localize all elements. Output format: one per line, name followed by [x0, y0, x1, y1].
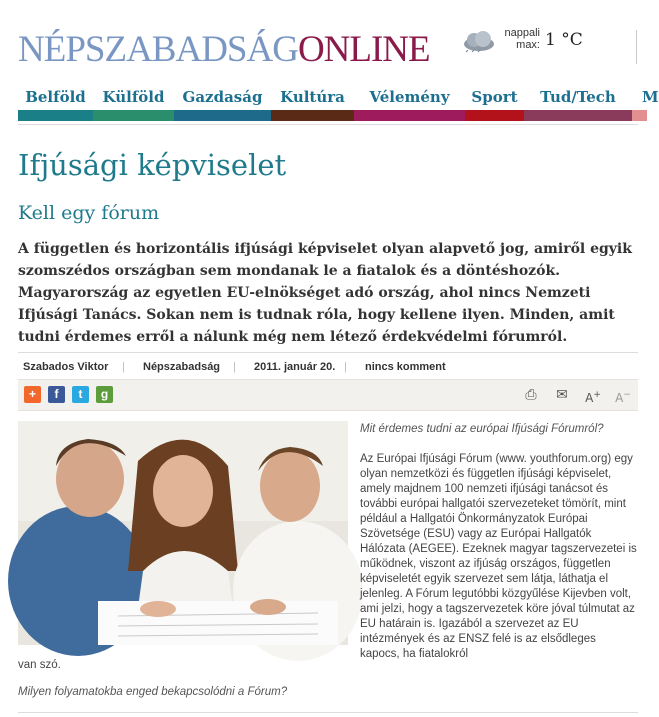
nav-label: Sport	[471, 88, 518, 106]
article-title: Ifjúsági képviselet	[18, 148, 287, 182]
article-toolbar	[18, 379, 638, 411]
nav-color-bar	[93, 110, 174, 121]
site-logo[interactable]	[18, 30, 430, 70]
facebook-icon[interactable]: f	[48, 386, 65, 403]
nav-label: Kultúra	[280, 88, 345, 106]
nav-label: Belföld	[25, 88, 86, 106]
nav-color-bar	[174, 110, 271, 121]
article-date: 2011. január 20.	[254, 361, 336, 373]
nav-label: M	[642, 88, 659, 106]
addthis-icon[interactable]: +	[24, 386, 41, 403]
logo-part1: NÉPSZABADSÁG	[18, 29, 298, 70]
nav-label: Külföld	[102, 88, 165, 106]
nav-label: Gazdaság	[182, 88, 263, 106]
nav-color-bar	[354, 110, 465, 121]
body-continuation: van szó.	[18, 659, 61, 671]
article-photo	[18, 421, 348, 645]
google-icon[interactable]: g	[96, 386, 113, 403]
question-heading: Mit érdemes tudni az európai Ifjúsági Fórumról?	[360, 423, 604, 435]
font-decrease-icon[interactable]: A−	[615, 390, 631, 405]
nav-label: Vélemény	[369, 88, 450, 106]
comments-link[interactable]: nincs komment	[365, 361, 446, 373]
nav-divider	[18, 124, 638, 125]
print-icon[interactable]: ⎙	[525, 387, 537, 403]
logo-part2: ONLINE	[297, 29, 430, 70]
weather-label	[502, 27, 540, 51]
main-nav	[18, 86, 659, 121]
email-icon[interactable]: ✉	[556, 387, 568, 403]
weather-label-line1: nappali	[504, 27, 540, 39]
weather-label-line2: max:	[516, 39, 540, 51]
question-heading: Milyen folyamatokba enged bekapcsolódni a Fórum?	[18, 686, 288, 698]
nav-color-bar	[271, 110, 354, 121]
nav-item-velemeny[interactable]	[354, 86, 465, 121]
nav-color-bar	[465, 110, 524, 121]
nav-item-belfold[interactable]	[18, 86, 93, 121]
nav-item-tudtech[interactable]	[524, 86, 632, 121]
article-lead: A független és horizontális ifjúsági képviselet olyan alapvető jog, amiről egyik szomszédos országban sem mondanak le a fiatalok és a döntéshozók. Magyarország az egyetlen EU-elnökséget adó ország, ahol nincs Nemzeti Ifjúsági Tanács. Sokan nem is tudnak róla, hogy kellene ilyen. Minden, amit tudni érdemes erről a nálunk még nem létező érdekvédelmi fórumról.	[18, 241, 632, 345]
cloud-icon	[462, 30, 496, 52]
weather-temp: 1 °C	[545, 30, 583, 50]
nav-color-bar	[632, 110, 647, 121]
header-divider	[636, 30, 637, 64]
nav-item-gazdasag[interactable]	[174, 86, 271, 121]
author-link[interactable]: Szabados Viktor	[23, 361, 109, 373]
meta-separator: |	[122, 361, 125, 373]
meta-separator: |	[344, 361, 347, 373]
bottom-divider	[18, 712, 638, 713]
nav-item-kulfold[interactable]	[93, 86, 174, 121]
nav-item-kultura[interactable]	[271, 86, 354, 121]
nav-label: Tud/Tech	[540, 88, 616, 106]
body-paragraph: Az Európai Ifjúsági Fórum (www. youthforum.org) egy olyan nemzetközi és független ifjúsági képviselet, amely majdnem 100 nemzeti ifjúsági tanácsot és további európai hallgatói szervezeteket tömörít, mint például a Hallgatói Önkormányzatok Európai Szövetsége (ESU) vagy az Európai Hallgatók Hálózata (AEGEE). Ezeknek magyar tagszervezetei is működnek, viszont az ifjúság országos, független képviseletét egyik szervezet sem látja, láthatja el jelenleg. A Fórum legutóbbi közgyűlése Kijevben volt, ami jelzi, hogy a tagszervezetek köre jóval túlmutat az EU határain is. Igazából a szervezet az EU intézmények és az ENSZ felé is az elsődleges kapocs, ha fiatalokról	[360, 453, 637, 660]
nav-color-bar	[18, 110, 93, 121]
nav-item-more[interactable]	[632, 86, 659, 121]
meta-separator: |	[233, 361, 236, 373]
article-body	[360, 422, 638, 662]
source-link[interactable]: Népszabadság	[143, 361, 221, 373]
article-subtitle: Kell egy fórum	[18, 202, 160, 224]
nav-item-sport[interactable]	[465, 86, 524, 121]
nav-color-bar	[524, 110, 632, 121]
twitter-icon[interactable]: t	[72, 386, 89, 403]
article-meta	[18, 352, 638, 379]
font-increase-icon[interactable]: A+	[585, 390, 601, 405]
